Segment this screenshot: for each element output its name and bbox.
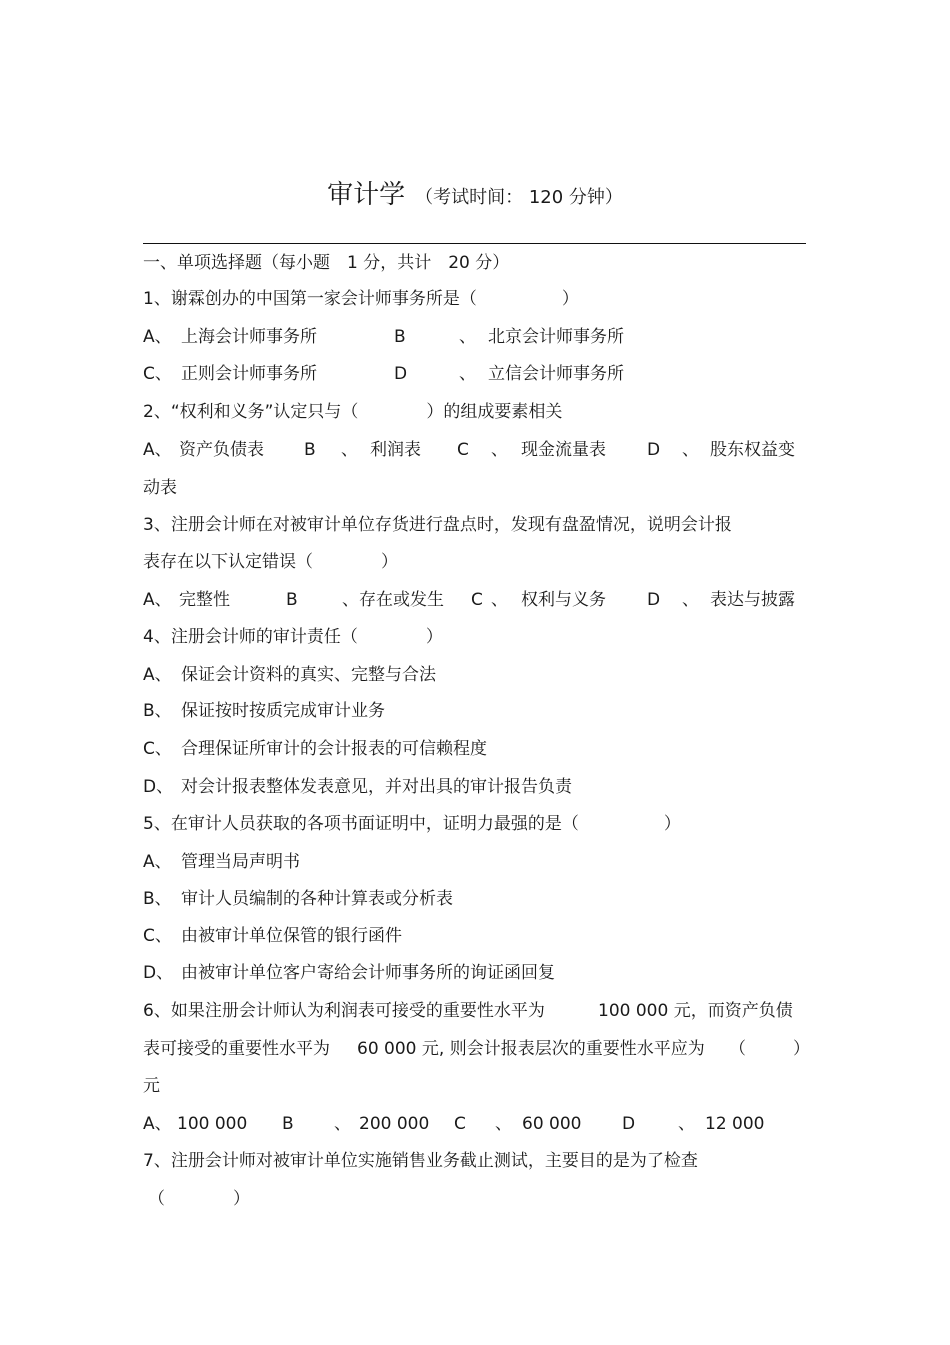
stem-text: 表可接受的重要性水平为 bbox=[143, 1039, 330, 1059]
option-text: 现金流量表 bbox=[521, 440, 606, 460]
option-text: 立信会计师事务所 bbox=[488, 364, 624, 384]
question-1-options-row-1 bbox=[143, 326, 806, 348]
paren-close: ） bbox=[793, 1039, 810, 1059]
option-text: 200 000 bbox=[359, 1114, 430, 1134]
title-sub: （考试时间： 120 分钟） bbox=[415, 187, 623, 208]
option-text: 保证按时按质完成审计业务 bbox=[181, 701, 385, 721]
question-2-continuation: 动表 bbox=[143, 478, 177, 498]
paren-open: （ bbox=[729, 1039, 746, 1059]
option-letter: A、 bbox=[143, 327, 172, 347]
question-4-stem: 4、注册会计师的审计责任（ ） bbox=[143, 627, 443, 647]
option-text: 表达与披露 bbox=[710, 590, 795, 610]
question-6-stem-line-2 bbox=[143, 1038, 810, 1060]
option-separator: 、 bbox=[678, 1114, 695, 1134]
question-6-stem-line-3: 元 bbox=[143, 1076, 160, 1096]
option-text: 保证会计资料的真实、完整与合法 bbox=[181, 665, 436, 685]
question-1-stem: 1、谢霖创办的中国第一家会计师事务所是（ ） bbox=[143, 289, 579, 309]
option-separator: 、 bbox=[459, 364, 476, 384]
option-text: 合理保证所审计的会计报表的可信赖程度 bbox=[181, 739, 487, 759]
option-letter: D bbox=[647, 590, 661, 610]
option-letter: B bbox=[286, 590, 298, 610]
stem-text: 6、如果注册会计师认为利润表可接受的重要性水平为 bbox=[143, 1001, 545, 1021]
option-text: 对会计报表整体发表意见，并对出具的审计报告负责 bbox=[181, 777, 572, 797]
question-6-stem bbox=[143, 1000, 806, 1022]
question-7-stem-line-2: （ ） bbox=[148, 1189, 250, 1209]
option-separator: 、 bbox=[495, 1114, 512, 1134]
option-letter: B bbox=[304, 440, 316, 460]
option-letter: C bbox=[454, 1114, 466, 1134]
option-separator: 、 bbox=[682, 440, 699, 460]
question-5-option-a bbox=[143, 851, 806, 873]
option-letter: D、 bbox=[143, 777, 174, 797]
option-text: 100 000 bbox=[177, 1114, 248, 1134]
question-3-stem: 3、注册会计师在对被审计单位存货进行盘点时，发现有盘盈情况，说明会计报 bbox=[143, 515, 732, 535]
section-heading: 一、单项选择题（每小题 1 分，共计 20 分） bbox=[143, 253, 510, 273]
question-2-options-row bbox=[143, 439, 806, 461]
option-letter: A、 bbox=[143, 852, 172, 872]
question-3-options-row bbox=[143, 589, 806, 611]
option-text: 管理当局声明书 bbox=[181, 852, 300, 872]
option-text: 审计人员编制的各种计算表或分析表 bbox=[181, 889, 453, 909]
option-separator: 、 bbox=[491, 440, 508, 460]
question-7-stem: 7、注册会计师对被审计单位实施销售业务截止测试，主要目的是为了检查 bbox=[143, 1151, 698, 1171]
question-1-options-row-2 bbox=[143, 363, 806, 385]
option-letter: D bbox=[394, 364, 408, 384]
title-divider bbox=[143, 243, 806, 244]
option-separator: 、 bbox=[334, 1114, 351, 1134]
option-letter: A、 bbox=[143, 665, 172, 685]
option-letter: A、 bbox=[143, 440, 172, 460]
option-letter: C、 bbox=[143, 739, 172, 759]
option-text: 正则会计师事务所 bbox=[181, 364, 317, 384]
option-letter: B、 bbox=[143, 701, 172, 721]
option-letter: A、 bbox=[143, 590, 172, 610]
question-5-option-b bbox=[143, 888, 806, 910]
option-text: 资产负债表 bbox=[179, 440, 264, 460]
question-4-option-d bbox=[143, 776, 806, 798]
option-letter: A、 bbox=[143, 1114, 172, 1134]
option-letter: D bbox=[647, 440, 661, 460]
stem-text-tail: 60 000 元, 则会计报表层次的重要性水平应为 bbox=[357, 1039, 705, 1059]
question-5-option-c bbox=[143, 925, 806, 947]
question-2-stem: 2、“权利和义务”认定只与（ ）的组成要素相关 bbox=[143, 402, 563, 422]
option-text: 由被审计单位保管的银行函件 bbox=[181, 926, 402, 946]
option-text: 60 000 bbox=[522, 1114, 582, 1134]
option-text: 权利与义务 bbox=[521, 590, 606, 610]
option-letter: C、 bbox=[143, 364, 172, 384]
question-3-stem-line-2: 表存在以下认定错误（ ） bbox=[143, 552, 398, 572]
option-letter: B bbox=[282, 1114, 294, 1134]
option-text: 北京会计师事务所 bbox=[488, 327, 624, 347]
option-text: 利润表 bbox=[370, 440, 421, 460]
option-letter: C bbox=[471, 590, 483, 610]
option-separator: 、 bbox=[682, 590, 699, 610]
title-main: 审计学 bbox=[327, 180, 406, 210]
option-letter: D bbox=[622, 1114, 636, 1134]
option-text: 股东权益变 bbox=[710, 440, 795, 460]
question-6-options-row bbox=[143, 1113, 806, 1135]
stem-text-tail: 100 000 元，而资产负债 bbox=[598, 1001, 793, 1021]
question-5-option-d bbox=[143, 962, 806, 984]
question-4-option-a bbox=[143, 664, 806, 686]
question-5-stem: 5、在审计人员获取的各项书面证明中，证明力最强的是（ ） bbox=[143, 814, 681, 834]
option-text: 12 000 bbox=[705, 1114, 765, 1134]
option-letter: C、 bbox=[143, 926, 172, 946]
question-4-option-c bbox=[143, 738, 806, 760]
option-separator: 、 bbox=[459, 327, 476, 347]
option-letter: B bbox=[394, 327, 406, 347]
option-text: 由被审计单位客户寄给会计师事务所的询证函回复 bbox=[181, 963, 555, 983]
option-letter: B、 bbox=[143, 889, 172, 909]
option-separator: 、 bbox=[341, 440, 358, 460]
option-text: 上海会计师事务所 bbox=[181, 327, 317, 347]
option-letter: D、 bbox=[143, 963, 174, 983]
option-letter: C bbox=[457, 440, 469, 460]
option-text: 完整性 bbox=[179, 590, 230, 610]
option-separator: 、 bbox=[491, 590, 508, 610]
exam-title bbox=[0, 174, 950, 211]
question-4-option-b bbox=[143, 700, 806, 722]
option-text: 、存在或发生 bbox=[342, 590, 444, 610]
